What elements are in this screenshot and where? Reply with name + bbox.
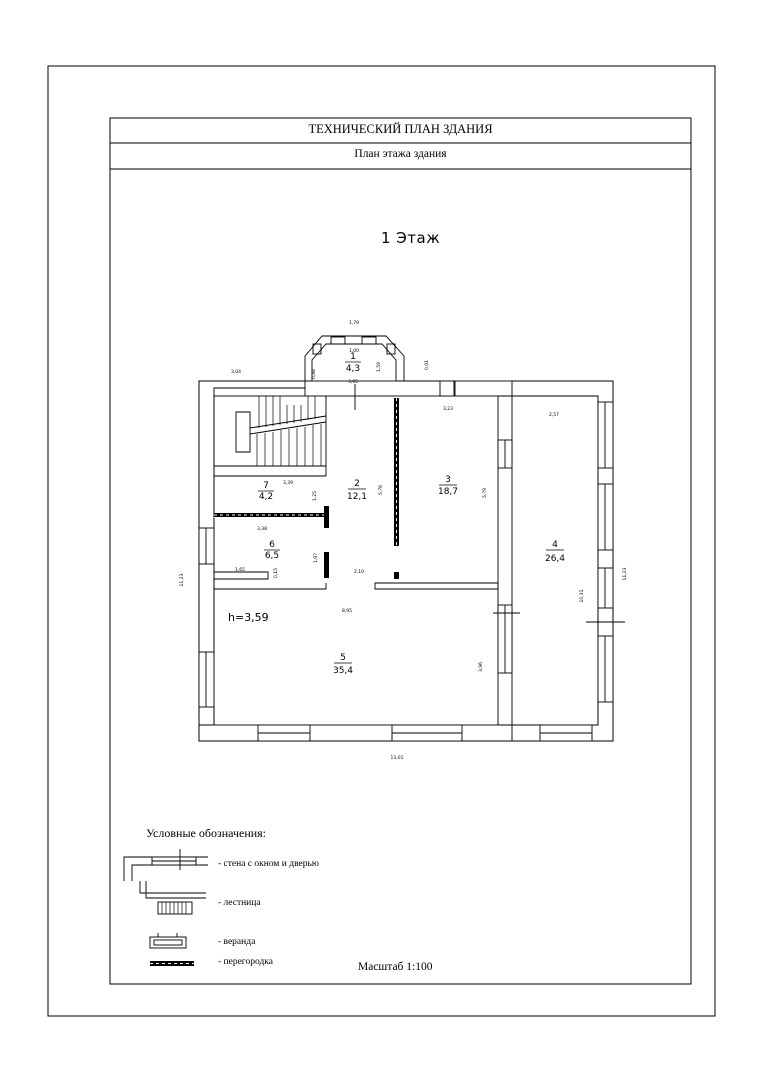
dim-label: 8,95 bbox=[341, 609, 353, 614]
legend-partition-symbol bbox=[150, 961, 194, 966]
dim-label: 11,23 bbox=[180, 573, 185, 587]
room-4-num: 4 bbox=[552, 540, 558, 550]
dim-label: 13,01 bbox=[390, 756, 404, 761]
dim-label: 3,96 bbox=[479, 661, 484, 673]
dim-label: 1,79 bbox=[348, 321, 360, 326]
dim-label: 3,23 bbox=[442, 407, 454, 412]
dim-label: 5,76 bbox=[379, 484, 384, 496]
legend-title: Условные обозначения: bbox=[146, 826, 267, 840]
legend-label-wall: - стена с окном и дверью bbox=[218, 859, 319, 869]
floor-title: 1 Этаж bbox=[381, 229, 441, 247]
dim-label: 1,59 bbox=[377, 361, 382, 373]
room-2-area: 12,1 bbox=[346, 492, 368, 502]
room-6-area: 6,5 bbox=[264, 551, 280, 561]
scale-label: Масштаб 1:100 bbox=[358, 961, 433, 973]
dim-label: 1,97 bbox=[314, 552, 319, 564]
partition-dashes bbox=[214, 398, 397, 546]
legend-veranda-symbol bbox=[150, 933, 186, 948]
dim-label: 10,31 bbox=[580, 589, 585, 603]
dim-label: 1,25 bbox=[313, 490, 318, 502]
dim-label: 3,39 bbox=[282, 481, 294, 486]
room-2-num: 2 bbox=[354, 479, 360, 489]
room-3-area: 18,7 bbox=[437, 487, 459, 497]
dim-label: 0,91 bbox=[425, 359, 430, 371]
legend-label-stair: - лестница bbox=[218, 898, 261, 908]
dim-label: 11,23 bbox=[623, 567, 628, 581]
dim-label: 1,00 bbox=[348, 349, 360, 354]
room-7-area: 4,2 bbox=[258, 492, 274, 502]
room-4-area: 26,4 bbox=[544, 554, 566, 564]
outer-frame bbox=[48, 66, 715, 1016]
room-5-num: 5 bbox=[340, 653, 346, 663]
dim-label: 3,05 bbox=[347, 380, 359, 385]
dim-label: 3,38 bbox=[256, 527, 268, 532]
height-label: h=3,59 bbox=[228, 611, 269, 624]
room-6-num: 6 bbox=[269, 540, 275, 550]
floor-plan bbox=[199, 336, 625, 741]
dim-label: 0,15 bbox=[274, 567, 279, 579]
dim-label: 5,79 bbox=[483, 487, 488, 499]
dim-label: 0,88 bbox=[312, 368, 317, 380]
dim-label: 3,04 bbox=[230, 370, 242, 375]
room-7-num: 7 bbox=[263, 481, 269, 491]
page-title: ТЕХНИЧЕСКИЙ ПЛАН ЗДАНИЯ bbox=[308, 122, 493, 136]
dimension-labels bbox=[179, 320, 628, 761]
dim-label: 2,57 bbox=[548, 413, 560, 418]
room-1-num: 1 bbox=[350, 352, 356, 362]
legend-stair-symbol bbox=[140, 881, 206, 914]
legend-wall-symbol bbox=[124, 849, 208, 881]
room-1-area: 4,3 bbox=[345, 364, 361, 374]
room-3-num: 3 bbox=[445, 475, 451, 485]
legend-label-partition: - перегородка bbox=[218, 957, 273, 967]
legend-label-veranda: - веранда bbox=[218, 937, 256, 947]
page-subtitle: План этажа здания bbox=[354, 148, 447, 160]
inner-frame bbox=[110, 118, 691, 984]
room-5-area: 35,4 bbox=[332, 666, 354, 676]
dim-label: 1,65 bbox=[234, 568, 246, 573]
dim-label: 2,10 bbox=[353, 570, 365, 575]
